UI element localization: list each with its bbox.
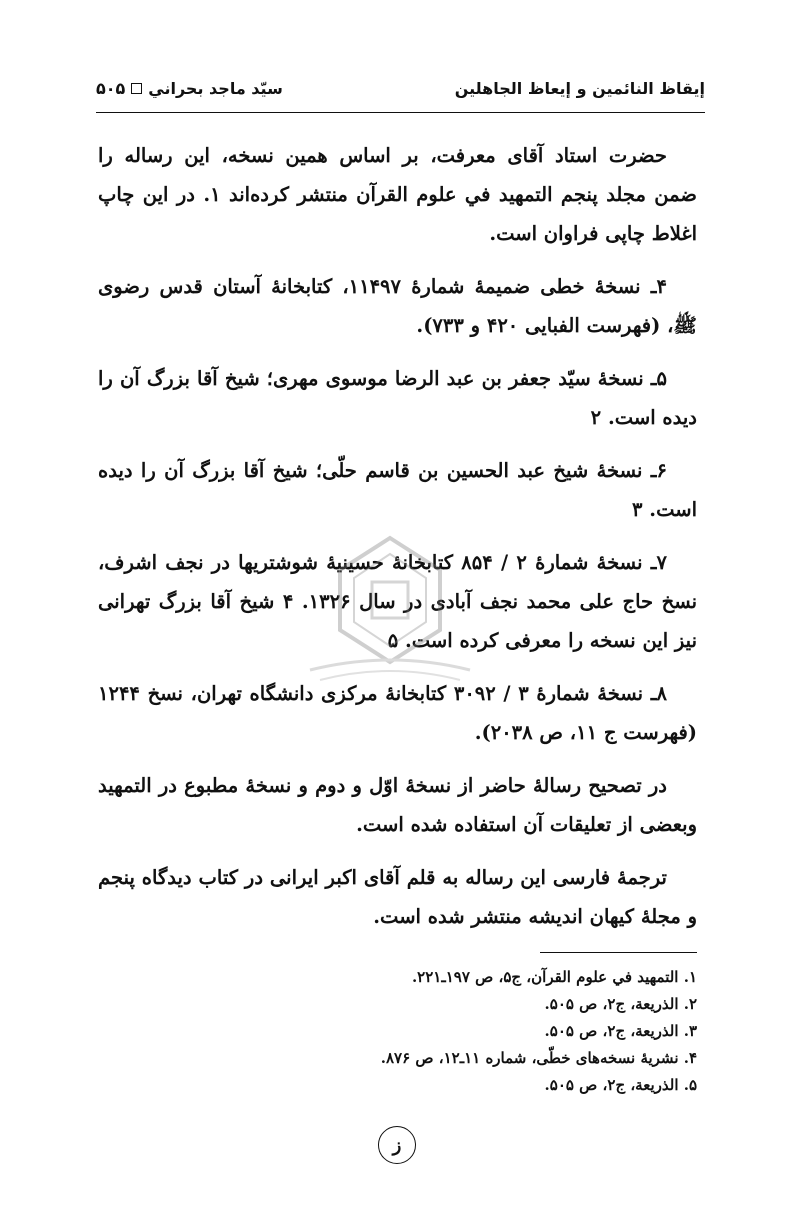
paragraph: حضرت استاد آقای معرفت، بر اساس همین نسخه، این رساله را ضمن مجلد پنجم التمهيد في علوم القرآن منتشر کرده‌اند ۱. در این چاپ اغلاط چاپی فراوان است. — [98, 144, 697, 245]
page-letter: ز — [392, 1134, 402, 1156]
footnote: ۳. الذريعة، ج۲، ص ۵۰۵. — [544, 1022, 697, 1040]
footnote: ۵. الذريعة، ج۲، ص ۵۰۵. — [544, 1076, 697, 1094]
header-author-block — [96, 79, 283, 98]
header-book-title: إيقاظ النائمين و إيعاظ الجاهلين — [454, 78, 705, 98]
main-text — [98, 136, 697, 950]
paragraph: ۵ـ نسخهٔ سیّد جعفر بن عبد الرضا موسوی مهری؛ شیخ آقا بزرگ آن را دیده است. ۲ — [98, 367, 697, 429]
header-square-icon — [131, 83, 142, 94]
footnote: ۱. التمهيد في علوم القرآن، ج۵، ص ۱۹۷ـ۲۲۱. — [411, 968, 697, 986]
header-divider — [96, 112, 705, 113]
header-page-number: ۵۰۵ — [96, 78, 126, 98]
paragraph: ۴ـ نسخهٔ خطی ضمیمهٔ شمارهٔ ۱۱۴۹۷، کتابخانهٔ آستان قدس رضوی ﷺ، (فهرست الفبایی ۴۲۰ و ۷۳۳). — [98, 275, 697, 337]
footnotes — [100, 964, 697, 1099]
paragraph: ۶ـ نسخهٔ شیخ عبد الحسین بن قاسم حلّی؛ شیخ آقا بزرگ آن را دیده است. ۳ — [98, 459, 697, 521]
running-header — [96, 76, 705, 100]
footnote-divider — [540, 952, 697, 953]
footnote: ۴. نشریهٔ نسخه‌های خطّی، شماره ۱۱ـ۱۲، ص ۸۷۶. — [380, 1049, 697, 1067]
page-letter-badge — [378, 1126, 416, 1164]
header-author: سيّد ماجد بحراني — [148, 78, 283, 98]
paragraph: در تصحیح رسالهٔ حاضر از نسخهٔ اوّل و دوم و نسخهٔ مطبوع در التمهید وبعضی از تعلیقات آن استفاده شده است. — [98, 774, 697, 836]
paragraph: ۸ـ نسخهٔ شمارهٔ ۳ / ۳۰۹۲ کتابخانهٔ مرکزی دانشگاه تهران، نسخ ۱۲۴۴ (فهرست ج ۱۱، ص ۲۰۳۸). — [98, 682, 697, 744]
paragraph: ترجمهٔ فارسی این رساله به قلم آقای اکبر ایرانی در کتاب دیدگاه پنجم و مجلهٔ کیهان اندیشه منتشر شده است. — [98, 866, 697, 928]
footnote: ۲. الذريعة، ج۲، ص ۵۰۵. — [544, 995, 697, 1013]
paragraph: ۷ـ نسخهٔ شمارهٔ ۲ / ۸۵۴ کتابخانهٔ حسینیهٔ شوشتریها در نجف اشرف، نسخ حاج علی محمد نجف آبادی در سال ۱۳۲۶. ۴ شیخ آقا بزرگ تهرانی نیز این نسخه را معرفی کرده است. ۵ — [98, 551, 698, 652]
